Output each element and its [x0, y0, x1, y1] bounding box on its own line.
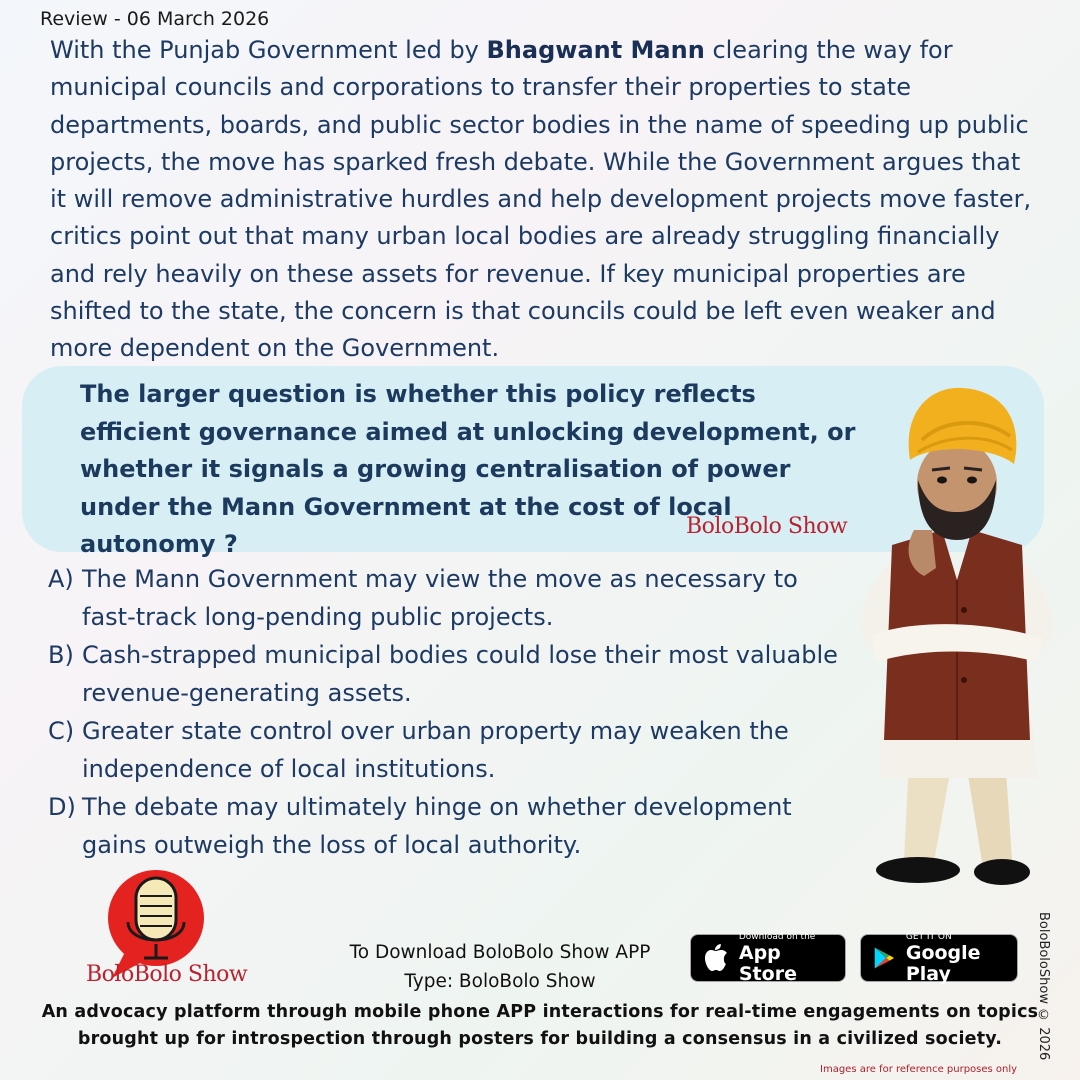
- apple-icon: [703, 943, 729, 973]
- question-text: The larger question is whether this policy reflects efficient governance aimed at unlocking development, or whether it signals a growing centralisation of power under the Mann Government at the cost of local autonomy ?: [80, 380, 856, 558]
- option-text: Greater state control over urban property may weaken the independence of local institutions.: [82, 717, 789, 783]
- intro-paragraph: [50, 32, 1040, 368]
- copyright-vertical: BoloBoloShow © 2026: [1036, 912, 1051, 1061]
- character-illustration: [852, 380, 1062, 900]
- download-line-2: Type: BoloBolo Show: [404, 971, 596, 992]
- tagline: An advocacy platform through mobile phone APP interactions for real-time engagements on topics brought up for introspection through posters for building a consensus in a civilized society.: [41, 1002, 1039, 1049]
- review-date: Review - 06 March 2026: [40, 8, 270, 30]
- question-brand-watermark: BoloBolo Show: [686, 514, 848, 539]
- app-store-button[interactable]: [690, 931, 846, 985]
- option-letter: C): [48, 717, 75, 745]
- option-letter: D): [48, 793, 76, 821]
- play-store-icon: [873, 944, 896, 972]
- option-d: [48, 788, 858, 864]
- intro-after: clearing the way for municipal councils and corporations to transfer their properties to state departments, boards, and public sector bodies in the name of speeding up public projects, the move has sparked fresh debate. While the Government argues that it will remove administrative hurdles and help development projects move faster, critics point out that many urban local bodies are already struggling financially and rely heavily on these assets for revenue. If key municipal properties are shifted to the state, the concern is that councils could be left even weaker and more dependent on the Government.: [50, 36, 1032, 363]
- option-text: The Mann Government may view the move as necessary to fast-track long-pending public projects.: [82, 565, 798, 631]
- option-text: Cash-strapped municipal bodies could lose their most valuable revenue-generating assets.: [82, 641, 838, 707]
- download-instructions: [320, 938, 680, 996]
- options-list: [48, 560, 858, 864]
- intro-before: With the Punjab Government led by: [50, 36, 487, 64]
- app-store-small-text: Download on the: [738, 931, 816, 942]
- google-play-button[interactable]: [860, 931, 1018, 985]
- footer-brand-logo: BoloBolo Show: [86, 962, 248, 987]
- app-store-label: App Store: [738, 941, 797, 985]
- option-b: [48, 636, 858, 712]
- option-letter: B): [48, 641, 74, 669]
- option-letter: A): [48, 565, 74, 593]
- google-play-label: Google Play: [905, 941, 981, 985]
- google-play-small-text: GET IT ON: [905, 931, 952, 942]
- intro-highlight-name: Bhagwant Mann: [486, 36, 705, 64]
- option-a: [48, 560, 858, 636]
- option-c: [48, 712, 858, 788]
- download-line-1: To Download BoloBolo Show APP: [349, 942, 651, 963]
- option-text: The debate may ultimately hinge on whether development gains outweigh the loss of local authority.: [82, 793, 792, 859]
- disclaimer: Images are for reference purposes only: [820, 1064, 1018, 1075]
